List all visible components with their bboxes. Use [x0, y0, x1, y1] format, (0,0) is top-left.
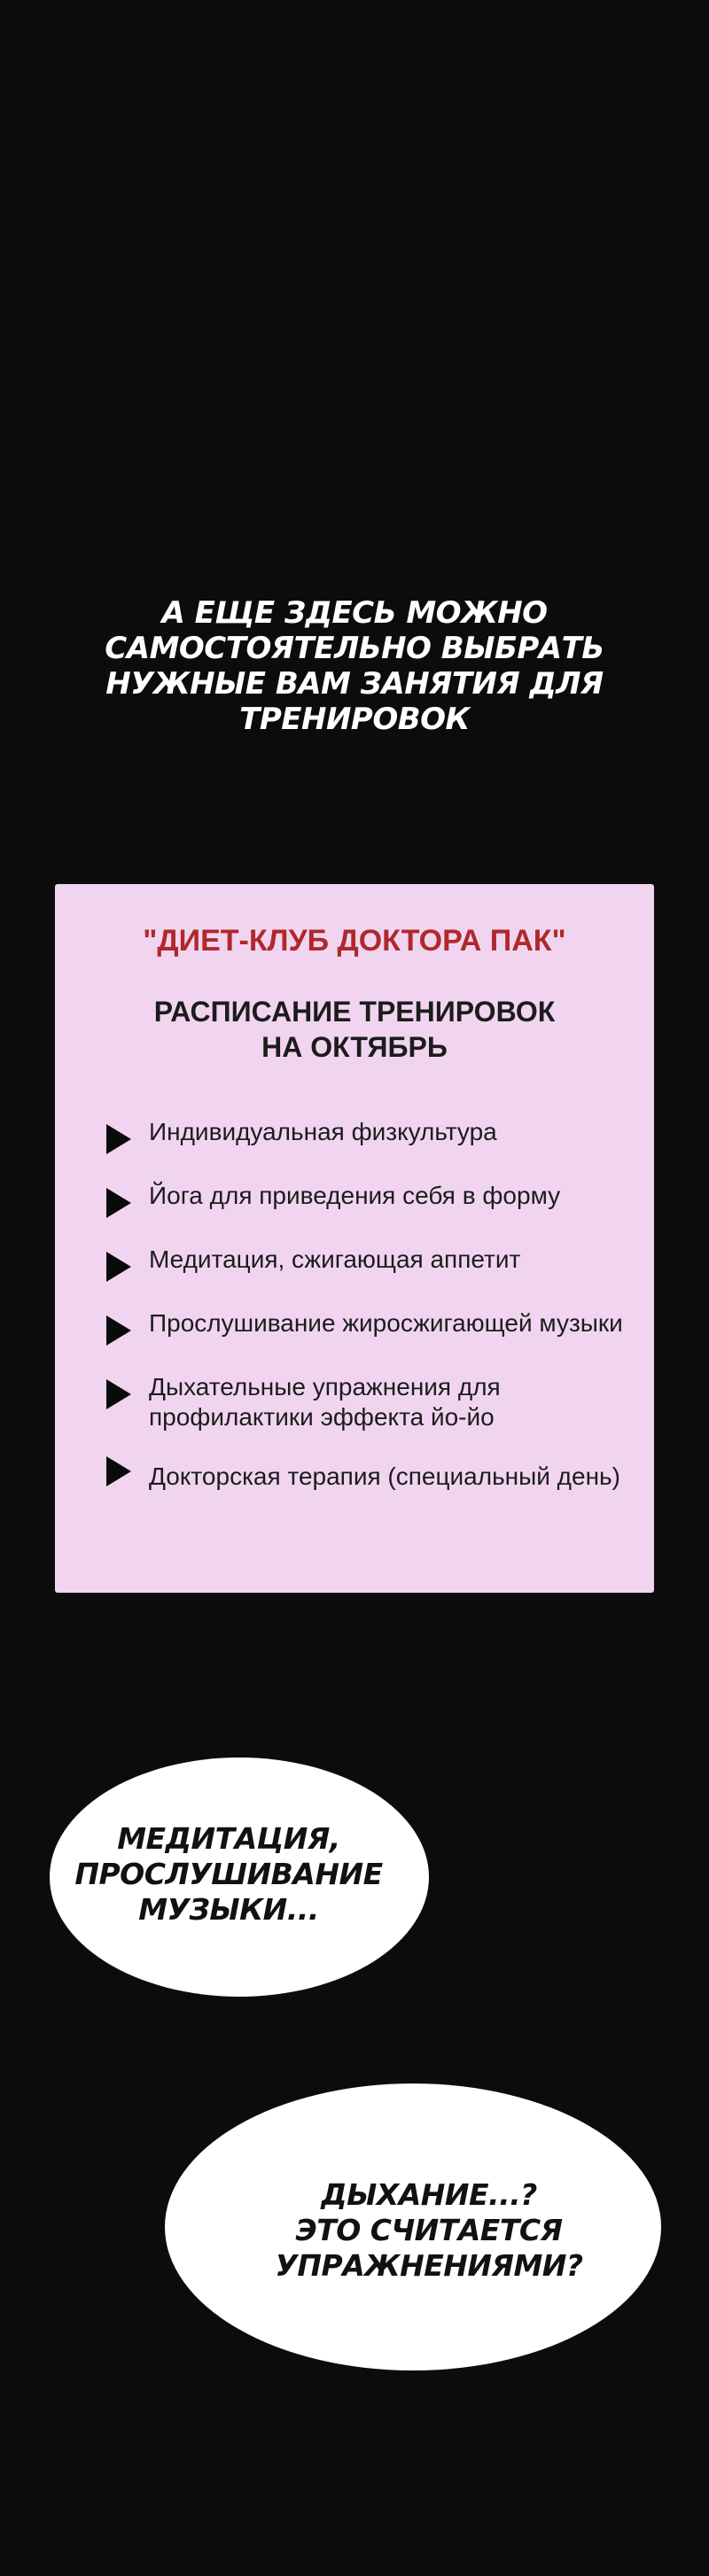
speech-line: МЕДИТАЦИЯ,: [117, 1821, 340, 1856]
speech-bubble-text: [39, 1821, 418, 1928]
triangle-bullet-icon: [106, 1456, 131, 1486]
schedule-item: [106, 1372, 638, 1431]
narration-caption: [0, 595, 709, 737]
schedule-item-line: Йога для приведения себя в форму: [149, 1182, 561, 1209]
triangle-bullet-icon: [106, 1188, 131, 1218]
caption-line: НУЖНЫЕ ВАМ ЗАНЯТИЯ ДЛЯ: [105, 666, 604, 702]
schedule-item-text: [149, 1372, 645, 1432]
caption-line: А ЕЩЕ ЗДЕСЬ МОЖНО: [161, 595, 548, 631]
schedule-item-line: Индивидуальная физкультура: [149, 1118, 497, 1145]
schedule-item-line: профилактики эффекта йо-йо: [149, 1403, 495, 1431]
schedule-item-text: [149, 1181, 645, 1211]
schedule-title-line: РАСПИСАНИЕ ТРЕНИРОВОК: [153, 996, 556, 1028]
speech-line: ЭТО СЧИТАЕТСЯ: [295, 2213, 563, 2247]
speech-bubble-text: [181, 2177, 677, 2284]
speech-bubble: [50, 1757, 429, 1997]
schedule-item-text: [149, 1462, 645, 1492]
speech-line: УПРАЖНЕНИЯМИ?: [275, 2248, 583, 2283]
schedule-title: [55, 994, 654, 1065]
triangle-bullet-icon: [106, 1379, 131, 1409]
schedule-item: [106, 1245, 638, 1280]
speech-bubble: [165, 2083, 661, 2370]
schedule-item-text: [149, 1117, 645, 1147]
schedule-item: [106, 1462, 638, 1497]
schedule-item-text: [149, 1308, 645, 1338]
schedule-title-line: НА ОКТЯБРЬ: [261, 1031, 448, 1063]
triangle-bullet-icon: [106, 1252, 131, 1282]
triangle-bullet-icon: [106, 1315, 131, 1346]
schedule-board: [55, 884, 654, 1593]
triangle-bullet-icon: [106, 1124, 131, 1154]
schedule-item-text: [149, 1245, 645, 1275]
schedule-item-line: Прослушивание жиросжигающей музыки: [149, 1309, 623, 1337]
club-title: "ДИЕТ-КЛУБ ДОКТОРА ПАК": [143, 924, 566, 958]
schedule-item: [106, 1117, 638, 1152]
speech-line: МУЗЫКИ...: [138, 1892, 319, 1927]
schedule-item: [106, 1181, 638, 1216]
speech-line: ДЫХАНИЕ...?: [321, 2177, 537, 2212]
schedule-item-line: Докторская терапия (специальный день): [149, 1463, 620, 1490]
schedule-item-line: Медитация, сжигающая аппетит: [149, 1245, 521, 1273]
caption-line: ТРЕНИРОВОК: [239, 702, 470, 737]
schedule-item: [106, 1308, 638, 1344]
schedule-item-line: Дыхательные упражнения для: [149, 1373, 501, 1401]
speech-line: ПРОСЛУШИВАНИЕ: [74, 1857, 383, 1891]
caption-line: САМОСТОЯТЕЛЬНО ВЫБРАТЬ: [105, 631, 604, 666]
